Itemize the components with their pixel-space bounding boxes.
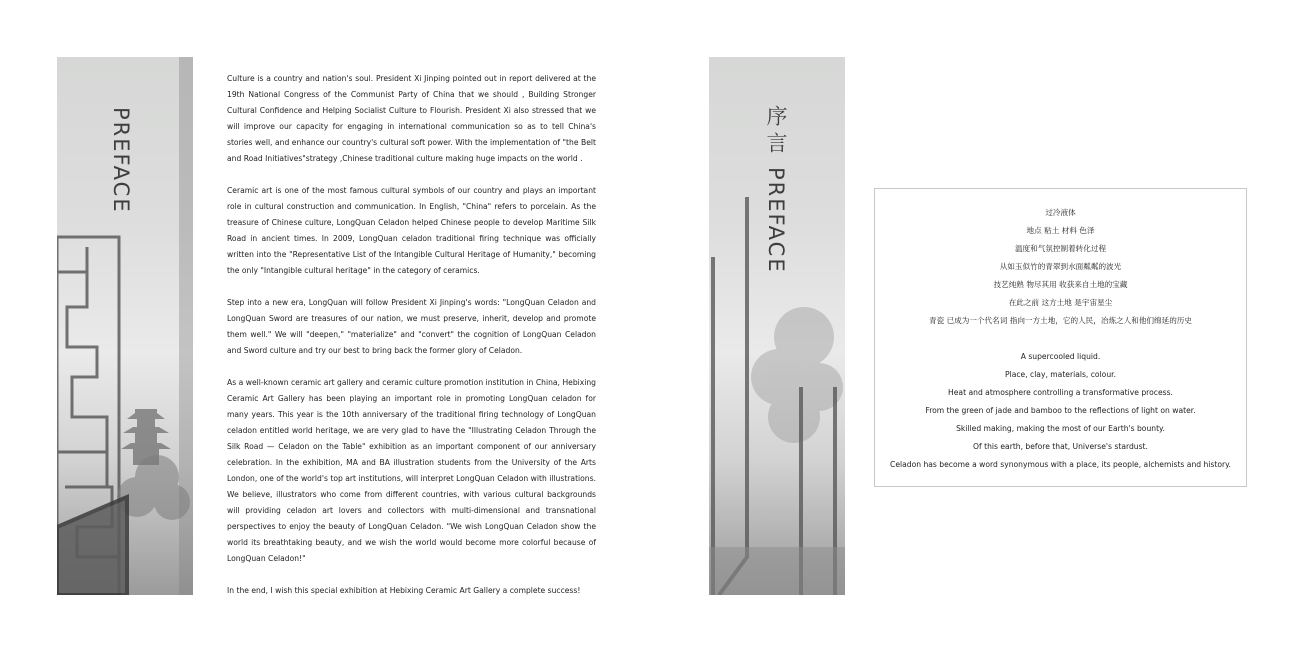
- preface-paragraph: Culture is a country and nation's soul. President Xi Jinping pointed out in report delivered at the 19th National Congress of the Communist Party of China that we should , Building Stronger Cultural Confidence and Helping Socialist Culture to Flourish. President Xi also stressed that we will improve our capacity for engaging in international communication so as to tell China's stories well, and enhance our country's cultural soft power. With the implementation of "the Belt and Road Initiatives"strategy ,Chinese traditional culture making huge impacts on the world .: [227, 74, 596, 163]
- poem-cn-line: 过冷液体: [1045, 208, 1076, 217]
- poem-en-line: Place, clay, materials, colour.: [1005, 370, 1116, 379]
- left-panel-title: PREFACE: [109, 107, 133, 214]
- poem-cn-line: 在此之前 这方土地 是宇宙星尘: [1008, 298, 1113, 307]
- poem-cn-lines: [875, 207, 1246, 333]
- middle-image-panel: [709, 57, 845, 595]
- poem-cn-line: 青瓷 已成为一个代名词 指向一方土地，它的人民，冶炼之人和他们绵延的历史: [928, 316, 1192, 325]
- poem-en-lines: [875, 351, 1246, 477]
- preface-paragraph: As a well-known ceramic art gallery and ceramic culture promotion institution in China, Hebixing Ceramic Art Gallery has been playing an important role in promoting LongQuan celadon for many years. This year is the 10th anniversary of the traditional firing technology of LongQuan celadon entitled world heritage, we are very glad to have the "Illustrating Celadon Through the Silk Road — Celadon on the Table" exhibition as an important component of our anniversary celebration. In the exhibition, MA and BA illustration students from the University of the Arts London, one of the world's top art institutions, will interpret LongQuan Celadon with illustrations. We believe, illustrators who come from different countries, with various cultural backgrounds will providing celadon art lovers and collectors with multi-dimensional and transnational perspectives to enjoy the beauty of LongQuan Celadon. "We wish LongQuan Celadon show the world its breathtaking beauty, and we wish the world would become more colorful because of LongQuan Celadon!": [227, 378, 596, 563]
- poem-en-line: Celadon has become a word synonymous with a place, its people, alchemists and history.: [890, 460, 1231, 469]
- middle-panel-title: [761, 105, 791, 274]
- poem-box: [874, 188, 1247, 487]
- poem-en-line: Skilled making, making the most of our Earth's bounty.: [956, 424, 1165, 433]
- poem-en-line: A supercooled liquid.: [1020, 352, 1101, 361]
- preface-paragraph: In the end, I wish this special exhibition at Hebixing Ceramic Art Gallery a complete success!: [227, 586, 581, 595]
- poem-en-line: Heat and atmosphere controlling a transformative process.: [948, 388, 1173, 397]
- preface-paragraph: Step into a new era, LongQuan will follow President Xi Jinping's words: "LongQuan Celadon and LongQuan Sword are treasures of our nation, we must preserve, inherit, develop and promote them well." We will "deepen," "materialize" and "convert" the cognition of LongQuan Celadon and Sword culture and try our best to bring back the former glory of Celadon.: [227, 298, 596, 355]
- poem-cn-line: 从如玉似竹的青翠到水面粼粼的波光: [999, 262, 1122, 271]
- preface-text: [227, 71, 596, 615]
- poem-en-line: Of this earth, before that, Universe's stardust.: [973, 442, 1148, 451]
- preface-paragraph: Ceramic art is one of the most famous cultural symbols of our country and plays an important role in cultural construction and communication. In English, "China" refers to porcelain. As the treasure of Chinese culture, LongQuan Celadon helped Chinese people to develop Maritime Silk Road in ancient times. In 2009, LongQuan celadon traditional firing technique was officially written into the "Representative List of the Intangible Cultural Heritage of Humanity," becoming the only "Intangible cultural heritage" in the category of ceramics.: [227, 186, 596, 275]
- poem-cn-line: 地点 粘土 材料 色泽: [1026, 226, 1095, 235]
- poem-cn-line: 技艺纯熟 物尽其用 收获来自土地的宝藏: [993, 280, 1128, 289]
- middle-panel-title-en: PREFACE: [764, 167, 788, 274]
- poem-en-line: From the green of jade and bamboo to the reflections of light on water.: [925, 406, 1196, 415]
- middle-panel-title-cn: 序言: [764, 105, 788, 159]
- left-image-panel: [57, 57, 193, 595]
- poem-cn-line: 温度和气氛控制着转化过程: [1014, 244, 1107, 253]
